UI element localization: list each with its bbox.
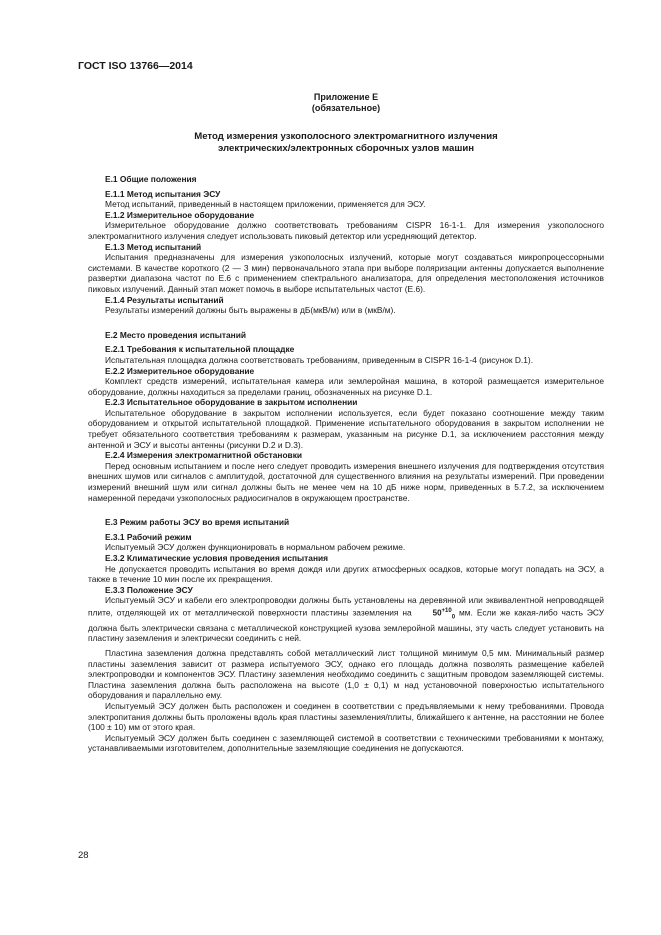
paragraph-with-tolerance xyxy=(88,595,604,644)
paragraph: Пластина заземления должна представлять собой металлический лист толщиной минимум 0,5 мм. Минимальный размер пластины заземления зависит от размера испытуемого ЭСУ, однако его площадь должна позволять размещение кабелей электропроводки и компонентов ЭСУ. Пластину заземления необходимо соединить с защитным проводом заземляющей системы. Пластина заземления должна быть расположена на высоте (1,0 ± 0,1) м над установочной поверхностью испытательного оборудования и параллельно ему. xyxy=(88,648,604,701)
paragraph: Перед основным испытанием и после него следует проводить измерения внешнего излучения для подтверждения отсутствия внешних шумов или сигналов с амплитудой, достаточной для существенного влияния на результаты измерений. При проведении измерений внешний шум или сигнал должны быть не менее чем на 10 дБ ниже норм, приведенных в 5.7.2, за исключением намеренной передачи узкополосных радиосигналов в окружающем пространстве. xyxy=(88,460,604,503)
subsection-e1-1-title: Е.1.1 Метод испытания ЭСУ xyxy=(105,188,221,199)
paragraph: Результаты измерений должны быть выражены в дБ(мкВ/м) или в (мкВ/м). xyxy=(105,305,396,316)
tolerance-value xyxy=(416,606,455,623)
subsection-e3-2-title: Е.3.2 Климатические условия проведения испытания xyxy=(105,553,329,563)
section-e1-title: Е.1 Общие положения xyxy=(105,174,197,184)
subsection-e1-4-title: Е.1.4 Результаты испытаний xyxy=(105,294,224,305)
section-e2-title: Е.2 Место проведения испытаний xyxy=(105,329,247,340)
paragraph: Испытуемый ЭСУ должен быть соединен с заземляющей системой в соответствии с техническими требованиями к монтажу, устанавливаемыми изготовителем, дополнительные заземляющие соединения не допускаются. xyxy=(88,732,604,754)
paragraph: Испытуемый ЭСУ должен быть расположен и соединен в соответствии с предъявляемыми к нему требованиями. Провода электропитания должны быть проложены вдоль края пластины заземления/плиты, ближайшего к антенне, на расстоянии не более (100 ± 10) мм от этого края. xyxy=(88,700,604,733)
tolerance-upper: +10 xyxy=(441,607,452,614)
subsection-e2-3-title: Е.2.3 Испытательное оборудование в закрытом исполнении xyxy=(105,397,358,408)
paragraph: Не допускается проводить испытания во время дождя или других атмосферных осадков, которые могут попадать на ЭСУ, а также в течение 10 мин после их прекращения. xyxy=(88,563,604,585)
paragraph: Комплект средств измерений, испытательная камера или землеройная машина, в которой размещается измерительное оборудование, должны находиться за пределами границ, обозначенных на рисунке D.1. xyxy=(88,376,604,397)
subsection-e3-1-title: Е.3.1 Рабочий режим xyxy=(105,531,192,542)
annex-title: Приложение Е xyxy=(313,92,379,102)
document-body xyxy=(88,92,604,754)
section-e3-title: Е.3 Режим работы ЭСУ во время испытаний xyxy=(105,517,290,528)
paragraph: Испытуемый ЭСУ должен функционировать в нормальном рабочем режиме. xyxy=(105,542,406,553)
paragraph: Испытательное оборудование в закрытом исполнении используется, если будет показано соотношение между таким оборудованием и открытой испытательной площадкой. Применение испытательного оборудования в закрытом исполнении не требует обязательного соответствия требованиям к размерам, указанным на рисунке D.1, за исключением расстояния между антенной и ЭСУ и высоты антенны (рисунки D.2 и D.3). xyxy=(88,407,604,450)
subsection-e2-2-title: Е.2.2 Измерительное оборудование xyxy=(105,365,255,376)
subsection-e1-3-title: Е.1.3 Метод испытаний xyxy=(105,241,202,252)
tolerance-lower: 0 xyxy=(451,614,456,621)
paragraph-text: Испытуемый ЭСУ и кабели его электропроводки должны быть установлены на деревянной или эквивалентной непроводящей плите, отделяющей их от металлической поверхности пластины заземления на xyxy=(88,595,604,618)
subsection-e2-1-title: Е.2.1 Требования к испытательной площадке xyxy=(105,344,295,355)
subsection-e1-2-title: Е.1.2 Измерительное оборудование xyxy=(105,209,255,220)
tolerance-base: 50 xyxy=(432,608,442,618)
paragraph-text: мм. Если же какая-либо часть ЭСУ должна быть электрически связана с металлической конструкцией кузова землеройной машины, эту часть следует установить на пластину заземления и электрически соединить с ней. xyxy=(88,607,605,644)
annex-note: (обязательное) xyxy=(311,103,381,113)
page-number: 28 xyxy=(78,850,89,861)
paragraph: Испытательная площадка должна соответствовать требованиям, приведенным в CISPR 16-1-4 (рисунок D.1). xyxy=(105,354,534,365)
paragraph: Метод испытаний, приведенный в настоящем приложении, применяется для ЭСУ. xyxy=(105,199,426,210)
subsection-e2-4-title: Е.2.4 Измерения электромагнитной обстановки xyxy=(105,450,303,461)
paragraph: Испытания предназначены для измерения узкополосных излучений, которые могут создаваться микропроцессорными системами. В качестве короткого (2 — 3 мин) первоначального этапа при выборе поляризации антенны допускается выполнение развертки диапазона частот по Е.6 с применением спектрального анализатора, для определения местоположения источников пиковых излучений. Данный этап может помочь в выборе испытательных частот (Е.6). xyxy=(88,252,604,294)
main-title-line-1: Метод измерения узкополосного электромагнитного излучения xyxy=(194,131,498,142)
document-header: ГОСТ ISO 13766—2014 xyxy=(78,60,193,72)
subsection-e3-3-title: Е.3.3 Положение ЭСУ xyxy=(105,584,193,595)
paragraph: Измерительное оборудование должно соответствовать требованиям CISPR 16-1-1. Для измерения узкополосного электромагнитного излучения следует использовать пиковый детектор или усредняющий детектор. xyxy=(88,220,604,241)
main-title-line-2: электрических/электронных сборочных узлов машин xyxy=(217,143,475,154)
